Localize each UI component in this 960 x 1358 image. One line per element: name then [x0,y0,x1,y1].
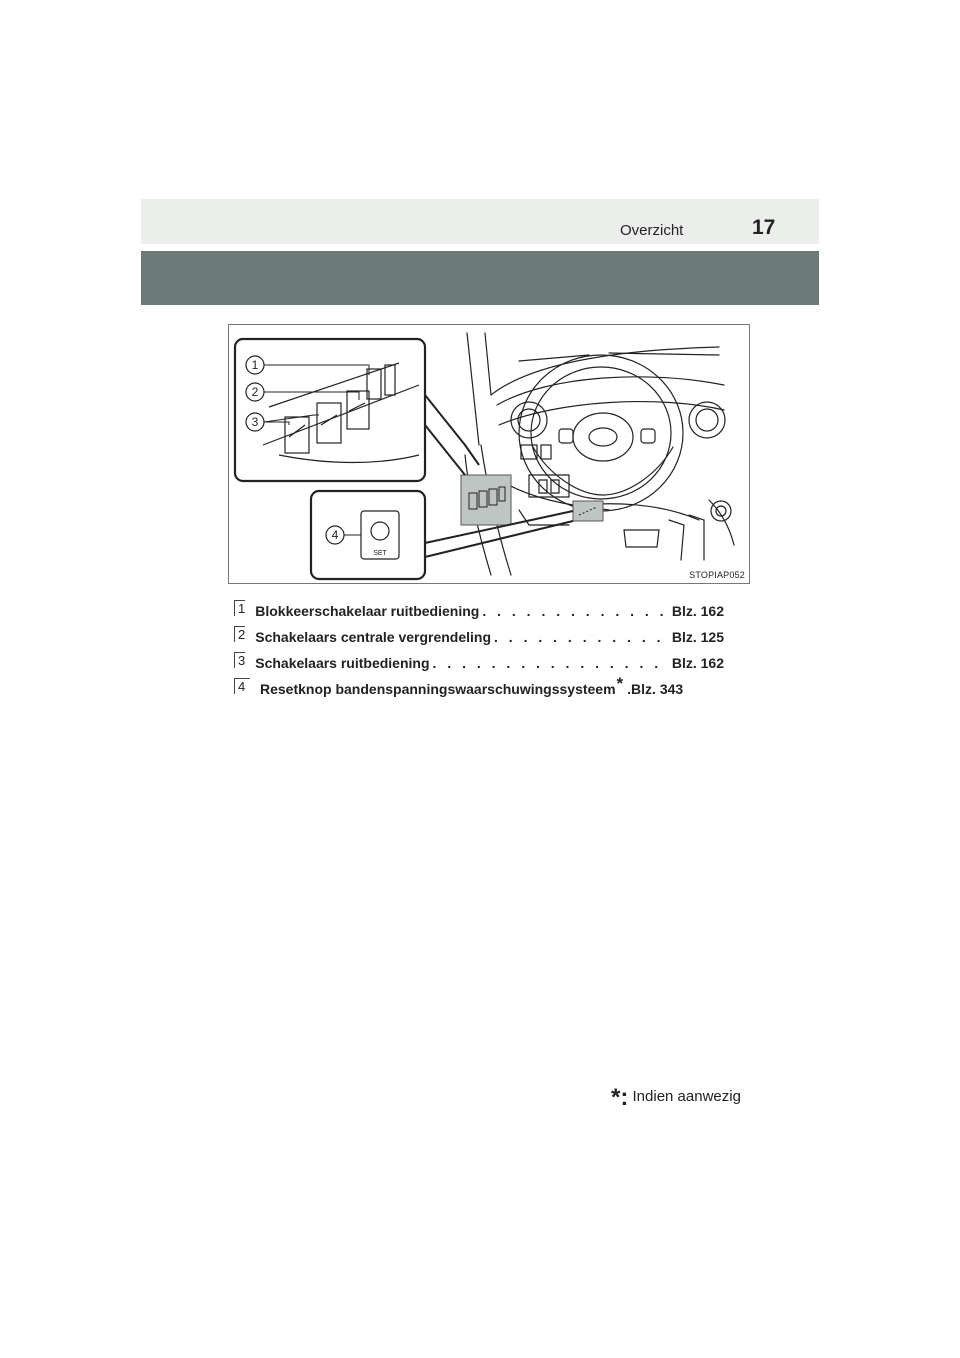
tpms-button-label: SET [373,550,387,557]
item-label: Resetknop bandenspanningswaarschuwingssysteem [260,681,616,697]
item-number: 2 [234,626,245,642]
figure-code: STOPIAP052 [689,570,745,580]
optional-marker: * [616,674,624,693]
illustration-drawing [229,325,749,583]
callout-3: 3 [251,415,259,429]
page-header-title: Overzicht [620,222,684,239]
footnote-marker: *: [611,1084,629,1111]
leader-dots [433,655,669,671]
page-reference[interactable]: Blz. 125 [671,629,724,645]
item-number: 3 [234,652,245,668]
page-number: 17 [752,216,776,239]
footnote-text: Indien aanwezig [628,1088,741,1105]
header-bar [141,199,819,244]
page-reference[interactable]: Blz. 162 [671,655,724,671]
page-reference[interactable]: Blz. 162 [671,603,724,619]
section-band [141,251,819,305]
item-list [234,598,724,702]
callout-2: 2 [251,385,259,399]
item-label: Schakelaars centrale vergrendeling [255,629,492,645]
item-label: Schakelaars ruitbediening [255,655,430,671]
list-item [234,650,724,676]
leader-dots [494,629,669,645]
footnote [611,1080,741,1111]
item-label: Blokkeerschakelaar ruitbediening [255,603,480,619]
list-item [234,676,724,702]
list-item [234,624,724,650]
callout-4: 4 [331,528,339,542]
page-reference[interactable]: .Blz. 343 [627,681,684,697]
leader-dots [482,603,669,619]
dashboard-illustration [228,324,750,584]
item-number: 1 [234,600,245,616]
list-item [234,598,724,624]
callout-1: 1 [251,358,259,372]
item-number: 4 [234,678,250,694]
